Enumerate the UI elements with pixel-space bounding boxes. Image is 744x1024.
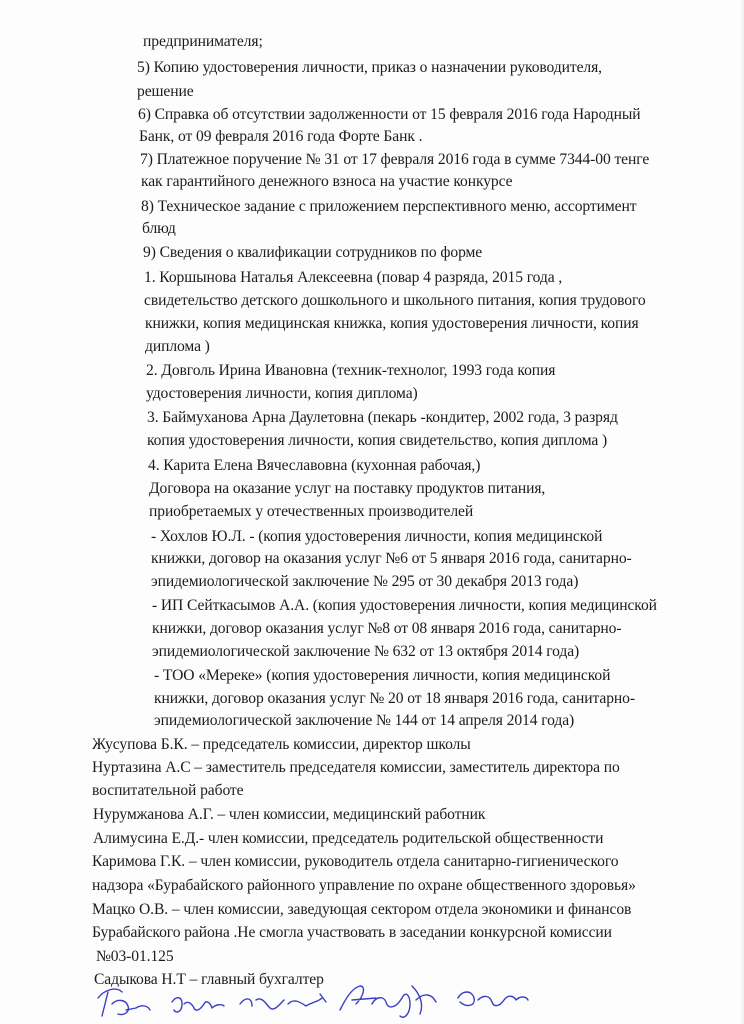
text-line: Нурумжанова А.Г. – член комиссии, медицинский работник xyxy=(93,806,486,823)
scan-edge xyxy=(740,0,744,1024)
text-line: Алимусина Е.Д.- член комиссии, председатель родительской общественности xyxy=(93,830,604,847)
text-line: Договора на оказание услуг на поставку продуктов питания, xyxy=(149,480,546,497)
text-line: блюд xyxy=(142,220,176,237)
text-line: - ТОО «Мереке» (копия удостоверения личности, копия медицинской xyxy=(154,667,611,684)
text-line: решение xyxy=(137,83,194,100)
text-line: книжки, договор оказания услуг №8 от 08 января 2016 года, санитарно- xyxy=(152,620,622,637)
text-line: - ИП Сейткасымов А.А. (копия удостоверения личности, копия медицинской xyxy=(152,597,657,614)
text-line: №03-01.125 xyxy=(96,948,174,965)
text-line: как гарантийного денежного взноса на участие конкурсе xyxy=(141,173,513,190)
text-line: Садыкова Н.Т – главный бухгалтер xyxy=(94,971,324,988)
text-line: Мацко О.В. – член комиссии, заведующая сектором отдела экономики и финансов xyxy=(92,901,632,918)
text-line: Нуртазина А.С – заместитель председателя комиссии, заместитель директора по xyxy=(92,759,620,776)
text-line: удостоверения личности, копия диплома) xyxy=(146,385,418,402)
text-line: 5) Копию удостоверения личности, приказ о назначении руководителя, xyxy=(137,59,602,76)
text-line: 8) Техническое задание с приложением перспективного меню, ассортимент xyxy=(141,198,637,215)
text-line: 6) Справка об отсутствии задолженности от 15 февраля 2016 года Народный xyxy=(138,106,641,123)
text-line: 4. Карита Елена Вячеславовна (кухонная рабочая,) xyxy=(148,457,481,474)
text-line: Бурабайского района .Не смогла участвовать в заседании конкурсной комиссии xyxy=(92,924,612,941)
text-line: книжки, копия медицинская книжка, копия удостоверения личности, копия xyxy=(145,315,639,332)
text-line: 2. Довголь Ирина Ивановна (техник-технолог, 1993 года копия xyxy=(146,362,556,379)
text-line: книжки, договор на оказания услуг №6 от 5 января 2016 года, санитарно- xyxy=(151,550,632,567)
text-line: надзора «Бурабайского районного управление по охране общественного здоровья» xyxy=(92,877,636,894)
text-line: Жусупова Б.К. – председатель комиссии, директор школы xyxy=(92,736,471,753)
text-line: 7) Платежное поручение № 31 от 17 февраля 2016 года в сумме 7344-00 тенге xyxy=(140,151,650,168)
text-line: эпидемиологической заключение № 632 от 13 октября 2014 года) xyxy=(152,643,580,660)
text-line: книжки, договор оказания услуг № 20 от 18 января 2016 года, санитарно- xyxy=(154,690,635,707)
text-line: воспитательной работе xyxy=(92,782,244,799)
text-line: диплома ) xyxy=(145,338,210,355)
text-line: копия удостоверения личности, копия свидетельство, копия диплома ) xyxy=(147,432,608,449)
text-line: Каримова Г.К. – член комиссии, руководитель отдела санитарно-гигиенического xyxy=(92,853,619,870)
text-line: 1. Коршынова Наталья Алексеевна (повар 4 разряда, 2015 года , xyxy=(144,269,563,286)
text-line: 9) Сведения о квалификации сотрудников по форме xyxy=(143,244,483,261)
text-line: приобретаемых у отечественных производителей xyxy=(149,503,474,520)
text-line: свидетельство детского дошкольного и школьного питания, копия трудового xyxy=(144,292,646,309)
text-line: эпидемиологической заключение № 144 от 14 апреля 2014 года) xyxy=(154,712,575,729)
text-line: эпидемиологической заключение № 295 от 30 декабря 2013 года) xyxy=(151,573,579,590)
text-line: Банк, от 09 февраля 2016 года Форте Банк . xyxy=(139,128,423,145)
text-line: предпринимателя; xyxy=(143,33,263,50)
text-line: - Хохлов Ю.Л. - (копия удостоверения личности, копия медицинской xyxy=(151,528,603,545)
text-line: 3. Баймуханова Арна Даулетовна (пекарь -кондитер, 2002 года, 3 разряд xyxy=(147,409,618,426)
